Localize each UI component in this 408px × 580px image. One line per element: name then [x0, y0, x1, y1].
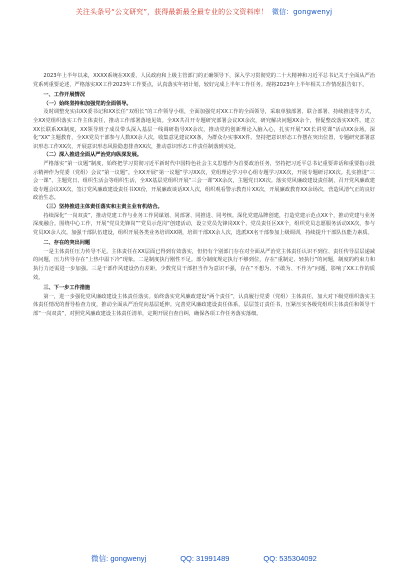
paragraph: 一是主体责任压力传导不足。主体责任在XX层面已得到有效落实，但仍有个别部门存在对全面从严治党主体责任认识不到位、责任传导层层递减的问题，压力传导存在“上热中温下冷”现象。二是制度执行刚性不足。部分制度规定执行不够到位，存在“重制定、轻执行”的问题，制度的约束力和执行力还需进一步加强。三是干部作风建设仍有差距。少数党员干部担当作为意识不强，存在“不想为、不敢为、不作为”问题，影响了XX工作的质效。	[33, 248, 375, 281]
paragraph: 第一，进一步强化党风廉政建设主体责任落实。始终落实党风廉政建设“两个责任”，认真履行党委（党组）主体责任，加大对下级党组织落实主体责任情况的督导检查力度，推动全面从严治党向基层延伸。完善党风廉政建设责任体系，层层签订责任书，压紧压实各级党组织主体责任和领导干部“一岗双责”，对照党风廉政建设主体责任清单，定期开展自查自纠，确保各项工作任务落实落细。	[33, 293, 375, 318]
footer-qq: QQ: 31991489	[180, 553, 230, 563]
document-body	[33, 72, 375, 319]
promo-banner	[0, 0, 408, 24]
banner-wechat: 微信：gongwenyj	[271, 8, 333, 16]
section-heading: 三、下一步工作措施	[43, 285, 91, 292]
subsection-heading: （一）始终坚持和加强党的全面领导。	[43, 100, 132, 107]
subsection-heading: （三）坚持推进主体责任落实和主责主业有机结合。	[43, 203, 163, 210]
contact-footer	[0, 548, 408, 568]
paragraph: 严格落实“第一议题”制度，始终把学习贯彻习近平新时代中国特色社会主义思想作为首要政治任务，坚持把习近平总书记重要讲话和重要指示批示精神作为党委（党组）会议“第一议题”。全XX开展“第一议题”学习XX次，党组理论学习中心组专题学习XX次，开展专题研讨XX次。扎实推进“三会一课”、主题党日、组织生活会等组织生活，全XX基层党组织开展“三会一课”XX余次，主题党日XX次。落实党风廉政建设责任制，召开党风廉政建设专题会议XX次，签订党风廉政建设责任书XX份，开展廉政谈话XX人次，组织观看警示教育片XX次，开展廉政教育XX余场次，营造风清气正的良好政治生态。	[33, 160, 375, 202]
paragraph: 2023年上半年以来，XXXX系统在XX委、人民政府和上级主管部门的正确领导下，深入学习贯彻党的二十大精神和习近平总书记关于全面从严治党系列重要论述，严格落实XX工作2023年工作要点，认真落实年初计划，较好完成上半年工作任务。现将2023年上半年相关工作情况报告如下。	[33, 73, 375, 88]
section-heading: 二、存在的突出问题	[43, 240, 91, 247]
banner-text: 关注头条号“公文研究”，获得最新最全最专业的公文资料库！	[75, 8, 268, 16]
subsection-heading: （二）深入推进全面从严治党向纵深发展。	[43, 152, 142, 159]
paragraph: 及时调整充实由XX委书记和XX长任“双组长”的工作领导小组，全面加强党对XX工作的全面领导，采取单独部署、联合部署、持续推进等方式，全XX党组织落实工作主体责任，推动工作部署落地见效。全XX共召开专题研究部署会议XX余次，研究解决问题XX余个，督促整改落实XX件。建立XX长联系XX制度，XX领导班子成员带头深入基层一线调研指导XX余次，推动党的创新理论入脑入心，扎实开展“XX长讲党课”活动XX余场。深化“XX”主题教育，全XX党员干部参与人数XX余人次，收集意见建议XX条，为群众办实事XX件。坚持把意识形态工作摆在突出位置，专题研究部署意识形态工作XX次，开展意识形态风险隐患排查XX次，推动意识形态工作责任制落到实处。	[33, 109, 375, 150]
footer-wechat: 微信: gongwenyj	[91, 553, 147, 563]
paragraph: 持续深化“一岗双责”，推动党建工作与业务工作同谋划、同部署、同推进、同考核。深化党建品牌创建，打造党建示范点XX个，推动党建与业务深度融合。围绕中心工作，开展“党员先锋岗”“党员示范岗”创建活动，设立党员先锋岗XX个、党员责任区XX个，组织党员志愿服务活动XX次，参与党员XX余人次。加强干部队伍建设，组织开展各类业务培训XX期，培训干部XX余人次，选派XX名干部参加上级调训，持续提升干部队伍能力素质。	[33, 212, 375, 236]
section-heading: 一、工作开展情况	[43, 92, 85, 99]
footer-qq-group: QQ: 535304092	[263, 553, 317, 563]
